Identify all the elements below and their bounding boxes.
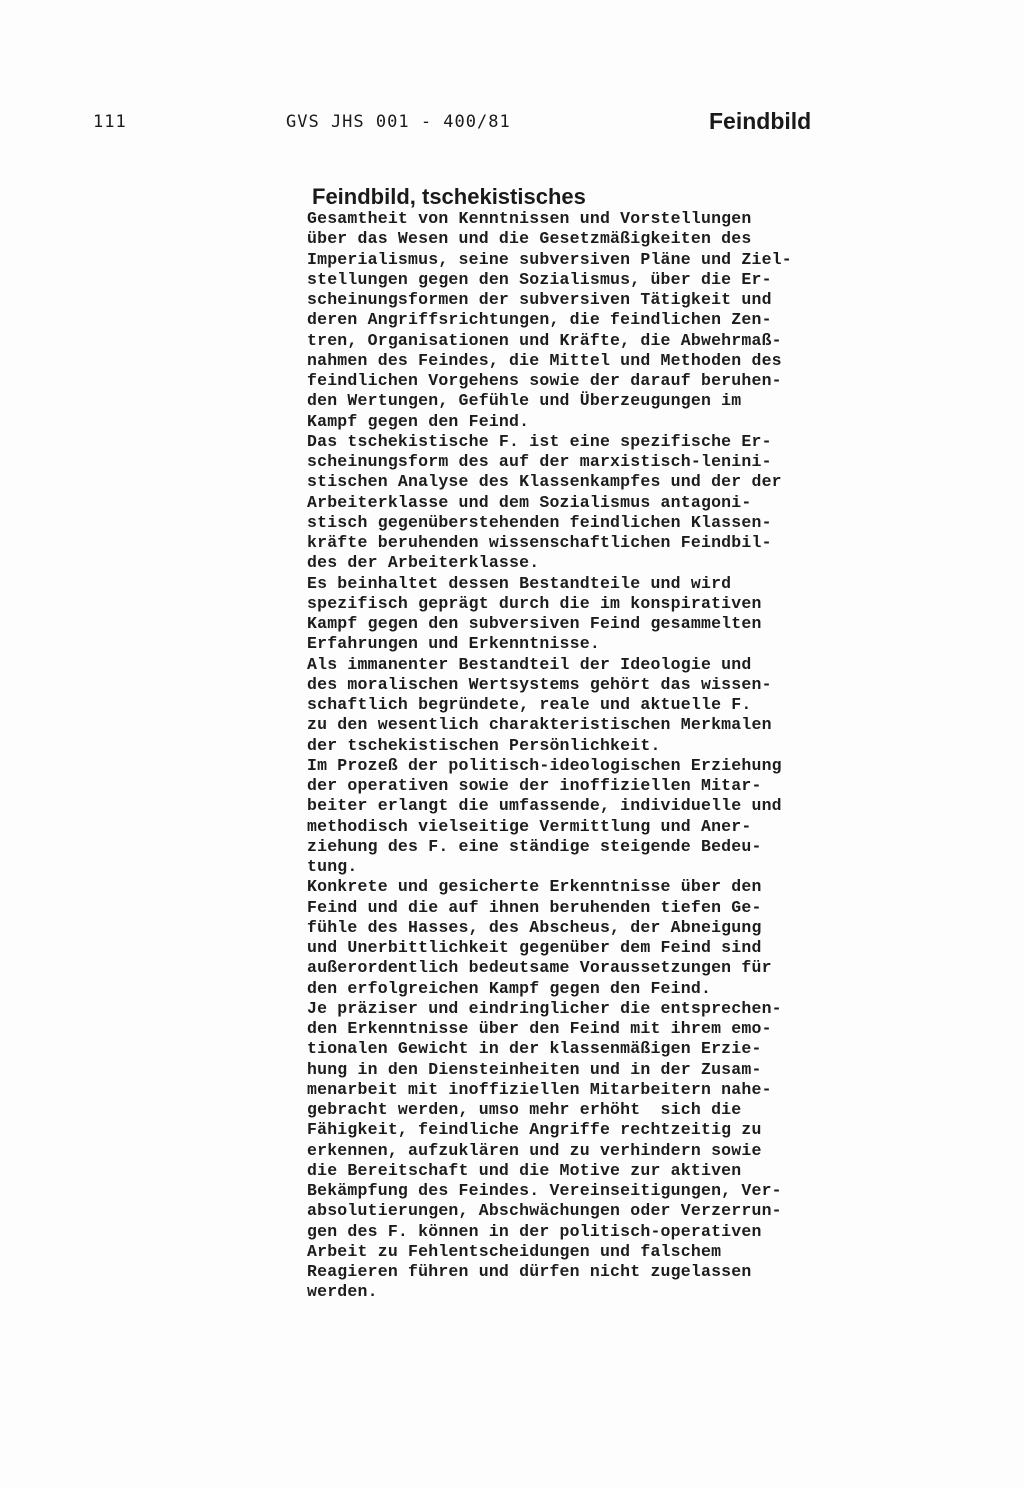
body-line: den Wertungen, Gefühle und Überzeugungen im xyxy=(307,391,742,411)
body-line: tung. xyxy=(307,857,358,876)
body-line: tren, Organisationen und Kräfte, die Abwehrmaß- xyxy=(307,330,782,350)
body-line: Je präziser und eindringlicher die entsprechen- xyxy=(307,998,782,1018)
body-line: Reagieren führen und dürfen nicht zugelassen xyxy=(307,1262,752,1281)
document-reference: GVS JHS 001 - 400/81 xyxy=(286,112,511,132)
body-line: ziehung des F. eine ständige steigende Bedeu- xyxy=(307,836,762,856)
body-line: stellungen gegen den Sozialismus, über die Er- xyxy=(307,269,772,289)
body-line: gen des F. können in der politisch-operativen xyxy=(307,1221,762,1241)
running-head: Feindbild xyxy=(709,108,812,134)
body-line: stisch gegenüberstehenden feindlichen Klassen- xyxy=(307,512,772,532)
body-line: außerordentlich bedeutsame Voraussetzungen für xyxy=(307,958,772,978)
body-line: methodisch vielseitige Vermittlung und Aner- xyxy=(307,816,752,836)
body-line: Im Prozeß der politisch-ideologischen Erziehung xyxy=(307,755,782,775)
body-line: deren Angriffsrichtungen, die feindlichen Zen- xyxy=(307,310,772,330)
body-line: Das tschekistische F. ist eine spezifische Er- xyxy=(307,431,772,451)
body-line: Konkrete und gesicherte Erkenntnisse über den xyxy=(307,877,762,897)
body-line: fühle des Hasses, des Abscheus, der Abneigung xyxy=(307,917,762,937)
body-line: spezifisch geprägt durch die im konspirativen xyxy=(307,593,762,613)
body-line: Arbeit zu Fehlentscheidungen und falschem xyxy=(307,1241,722,1261)
body-line: feindlichen Vorgehens sowie der darauf beruhen- xyxy=(307,371,782,390)
body-line: der operativen sowie der inoffiziellen Mitar- xyxy=(307,776,762,795)
body-line: kräfte beruhenden wissenschaftlichen Feindbil- xyxy=(307,533,772,552)
body-line: menarbeit mit inoffiziellen Mitarbeitern nahe- xyxy=(307,1079,772,1099)
body-line: über das Wesen und die Gesetzmäßigkeiten des xyxy=(307,229,752,249)
body-line: Imperialismus, seine subversiven Pläne und Ziel- xyxy=(307,249,792,269)
body-line: der tschekistischen Persönlichkeit. xyxy=(307,735,661,755)
body-line: absolutierungen, Abschwächungen oder Verzerrun- xyxy=(307,1201,782,1221)
body-line: die Bereitschaft und die Motive zur aktiven xyxy=(307,1160,742,1180)
body-line: Fähigkeit, feindliche Angriffe rechtzeitig zu xyxy=(307,1120,762,1140)
body-line: des der Arbeiterklasse. xyxy=(307,553,540,573)
body-line: scheinungsform des auf der marxistisch-lenini- xyxy=(307,452,772,471)
body-line: nahmen des Feindes, die Mittel und Methoden des xyxy=(307,350,782,370)
body-line: gebracht werden, umso mehr erhöht sich die xyxy=(307,1100,742,1119)
body-line: Kampf gegen den Feind. xyxy=(307,411,530,431)
body-line: Gesamtheit von Kenntnissen und Vorstellungen xyxy=(307,209,752,228)
body-line: beiter erlangt die umfassende, individuelle und xyxy=(307,796,782,816)
body-line: Feind und die auf ihnen beruhenden tiefen Ge- xyxy=(307,897,762,917)
body-line: Bekämpfung des Feindes. Vereinseitigungen, Ver- xyxy=(307,1181,782,1200)
body-line: zu den wesentlich charakteristischen Merkmalen xyxy=(307,715,772,735)
body-line: scheinungsformen der subversiven Tätigkeit und xyxy=(307,290,772,309)
body-line: Arbeiterklasse und dem Sozialismus antagoni- xyxy=(307,492,752,512)
page-number: 111 xyxy=(93,112,127,132)
body-line: den erfolgreichen Kampf gegen den Feind. xyxy=(307,978,712,998)
body-line: des moralischen Wertsystems gehört das wissen- xyxy=(307,674,772,694)
body-line: Kampf gegen den subversiven Feind gesammelten xyxy=(307,614,762,633)
entry-title: Feindbild, tschekistisches xyxy=(312,184,586,209)
body-line: schaftlich begründete, reale und aktuelle F. xyxy=(307,695,752,714)
body-line: erkennen, aufzuklären und zu verhindern sowie xyxy=(307,1140,762,1160)
body-line: stischen Analyse des Klassenkampfes und der der xyxy=(307,472,782,492)
body-line: Erfahrungen und Erkenntnisse. xyxy=(307,634,600,654)
body-line: Als immanenter Bestandteil der Ideologie und xyxy=(307,654,752,674)
body-line: Es beinhaltet dessen Bestandteile und wird xyxy=(307,573,732,593)
body-line: und Unerbittlichkeit gegenüber dem Feind sind xyxy=(307,938,762,957)
body-line: tionalen Gewicht in der klassenmäßigen Erzie- xyxy=(307,1039,762,1059)
entry-body xyxy=(307,209,907,1303)
body-line: hung in den Diensteinheiten und in der Zusam- xyxy=(307,1059,762,1079)
body-line: den Erkenntnisse über den Feind mit ihrem emo- xyxy=(307,1019,772,1038)
body-line: werden. xyxy=(307,1282,378,1302)
